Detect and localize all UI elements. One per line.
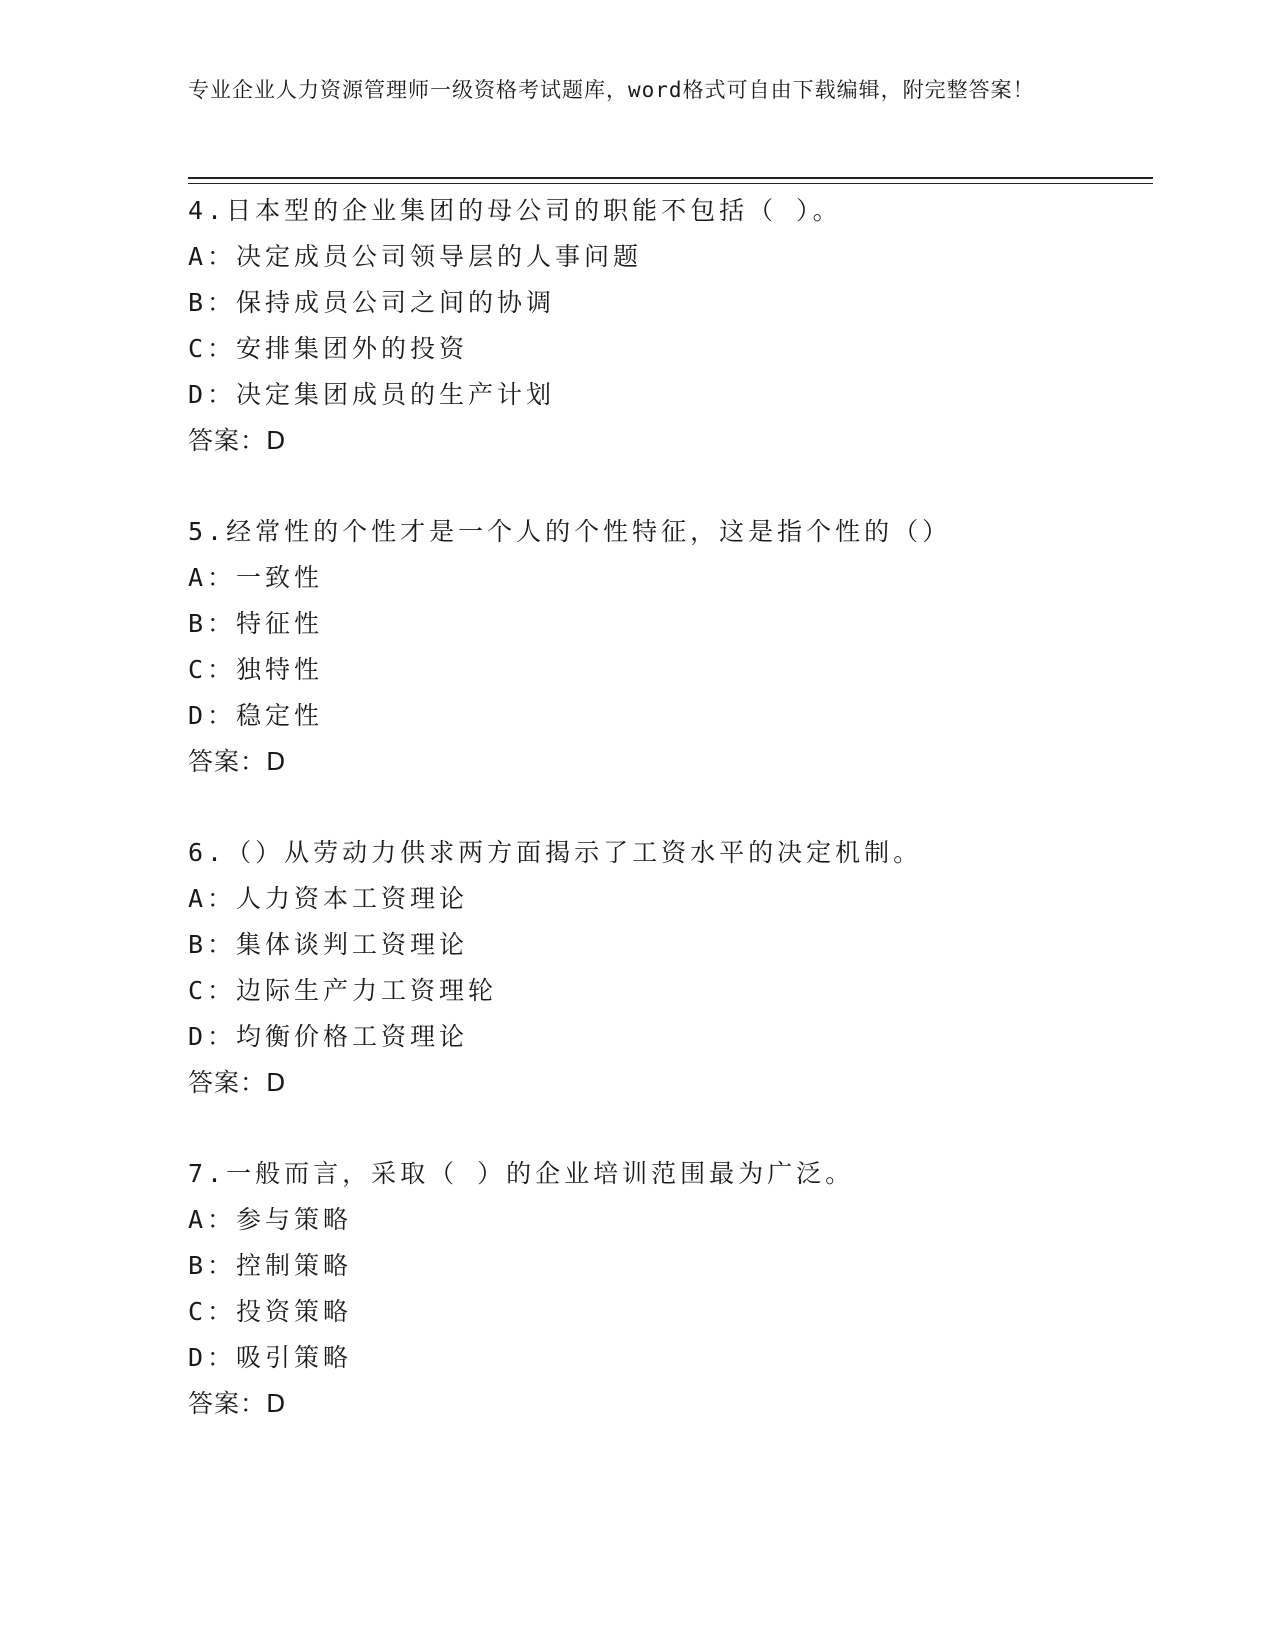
- question-stem: 4.日本型的企业集团的母公司的职能不包括（ ）。: [188, 196, 842, 225]
- option-d: D：稳定性: [188, 701, 324, 730]
- question-stem: 5.经常性的个性才是一个人的个性特征，这是指个性的（）: [188, 517, 952, 546]
- option-b: B：特征性: [188, 609, 324, 638]
- question-block: [188, 188, 1153, 464]
- option-c: C：边际生产力工资理轮: [188, 976, 498, 1005]
- header-divider-thick: [188, 177, 1153, 179]
- option-a: A：决定成员公司领导层的人事问题: [188, 242, 643, 271]
- answer-line: 答案：D: [188, 426, 287, 455]
- answer-line: 答案：D: [188, 1389, 287, 1418]
- question-block: [188, 509, 1153, 785]
- option-d: D：吸引策略: [188, 1343, 353, 1372]
- option-c: C：独特性: [188, 655, 324, 684]
- option-a: A：人力资本工资理论: [188, 884, 469, 913]
- question-stem: 6.（）从劳动力供求两方面揭示了工资水平的决定机制。: [188, 838, 923, 867]
- document-header: 专业企业人力资源管理师一级资格考试题库，word格式可自由下载编辑，附完整答案！: [188, 78, 1035, 102]
- option-c: C：安排集团外的投资: [188, 334, 469, 363]
- option-b: B：控制策略: [188, 1251, 353, 1280]
- question-list: [188, 188, 1153, 1472]
- option-c: C：投资策略: [188, 1297, 353, 1326]
- question-block: [188, 830, 1153, 1106]
- option-a: A：参与策略: [188, 1205, 353, 1234]
- header-divider-thin: [188, 183, 1153, 184]
- option-d: D：均衡价格工资理论: [188, 1022, 469, 1051]
- answer-line: 答案：D: [188, 747, 287, 776]
- option-a: A：一致性: [188, 563, 324, 592]
- question-block: [188, 1151, 1153, 1427]
- option-b: B：保持成员公司之间的协调: [188, 288, 556, 317]
- question-stem: 7.一般而言，采取（ ）的企业培训范围最为广泛。: [188, 1159, 855, 1188]
- option-b: B：集体谈判工资理论: [188, 930, 469, 959]
- option-d: D：决定集团成员的生产计划: [188, 380, 556, 409]
- answer-line: 答案：D: [188, 1068, 287, 1097]
